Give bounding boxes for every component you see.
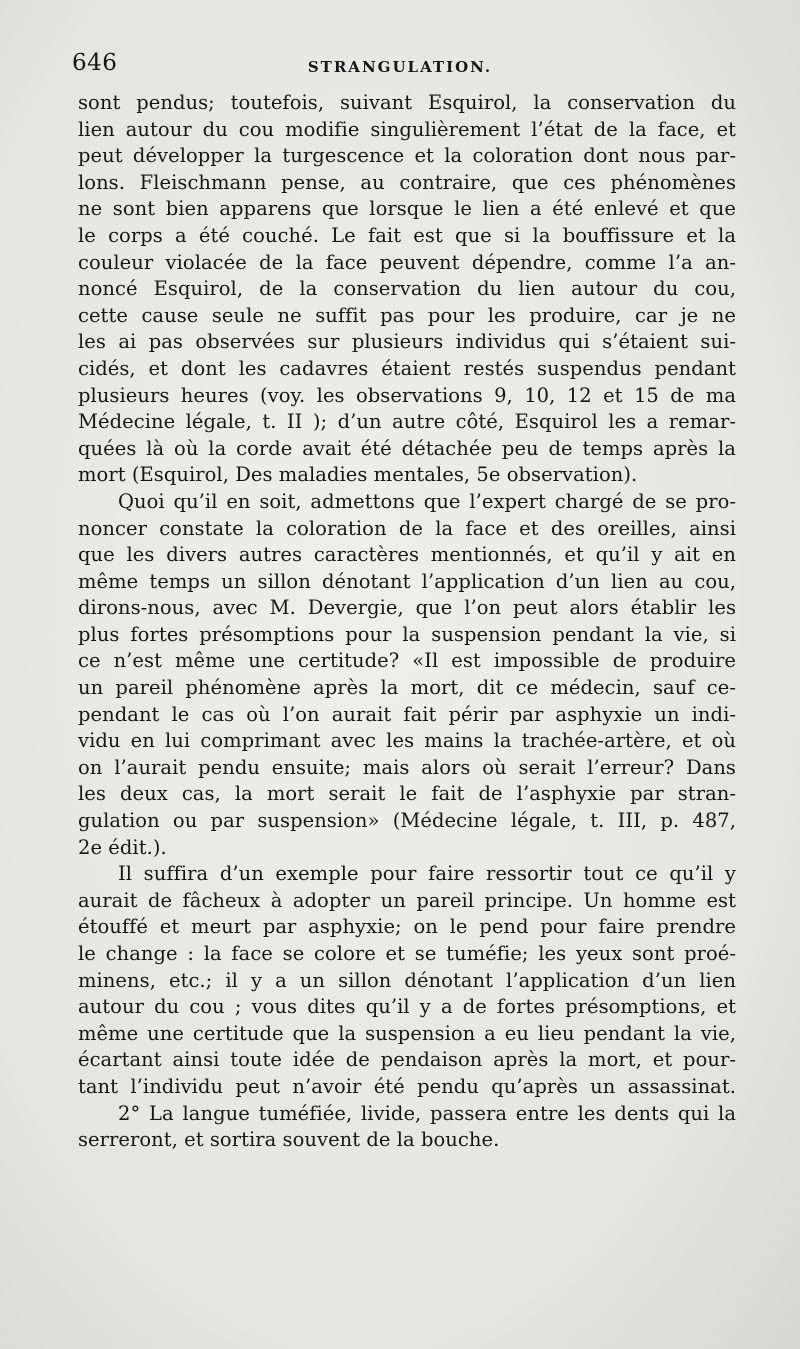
text-line: gulation ou par suspension» (Médecine légale, t. III, p. 487, — [78, 809, 736, 833]
text-line: minens, etc.; il y a un sillon dénotant l’application d’un lien — [78, 968, 736, 992]
text-line: un pareil phénomène après la mort, dit ce médecin, sauf ce- — [78, 676, 736, 700]
text-line: le corps a été couché. Le fait est que si la bouffissure et la — [78, 223, 736, 247]
text-line: serreront, et sortira souvent de la bouche. — [78, 1128, 500, 1152]
text-line: les deux cas, la mort serait le fait de l’asphyxie par stran- — [78, 782, 736, 806]
text-line: ce n’est même une certitude? «Il est impossible de produire — [78, 649, 736, 673]
text-line: 2° La langue tuméfiée, livide, passera entre les dents qui la — [118, 1101, 736, 1125]
text-line: ne sont bien apparens que lorsque le lien a été enlevé et que — [78, 197, 736, 221]
text-line: étouffé et meurt par asphyxie; on le pend pour faire prendre — [78, 915, 736, 939]
page-number: 646 — [72, 50, 118, 76]
text-line: Quoi qu’il en soit, admettons que l’expert chargé de se pro- — [118, 489, 736, 513]
running-head: STRANGULATION. — [307, 58, 493, 76]
text-line: peut développer la turgescence et la coloration dont nous par- — [78, 144, 736, 168]
text-line: autour du cou ; vous dites qu’il y a de fortes présomptions, et — [78, 995, 736, 1019]
text-line: quées là où la corde avait été détachée peu de temps après la — [78, 436, 736, 460]
text-line: couleur violacée de la face peuvent dépendre, comme l’a an- — [78, 250, 736, 274]
text-line: noncer constate la coloration de la face et des oreilles, ainsi — [78, 516, 736, 540]
text-line: lons. Fleischmann pense, au contraire, que ces phénomènes — [78, 170, 736, 194]
text-line: le change : la face se colore et se tuméfie; les yeux sont proé- — [78, 942, 736, 965]
body-text — [78, 90, 736, 1154]
text-line: même une certitude que la suspension a eu lieu pendant la vie, — [78, 1021, 736, 1045]
text-line: Il suffira d’un exemple pour faire ressortir tout ce qu’il y — [118, 862, 736, 886]
page-header — [60, 44, 740, 80]
text-line: même temps un sillon dénotant l’application d’un lien au cou, — [78, 569, 736, 593]
text-line: Médecine légale, t. II ); d’un autre côté, Esquirol les a remar- — [78, 410, 736, 434]
text-line: vidu en lui comprimant avec les mains la trachée-artère, et où — [78, 729, 736, 753]
text-line: écartant ainsi toute idée de pendaison après la mort, et pour- — [78, 1048, 736, 1072]
text-line: 2e édit.). — [78, 835, 167, 859]
text-line: mort (Esquirol, Des maladies mentales, 5e observation). — [78, 463, 638, 487]
text-line: dirons-nous, avec M. Devergie, que l’on peut alors établir les — [78, 596, 736, 620]
text-line: cidés, et dont les cadavres étaient restés suspendus pendant — [78, 356, 736, 380]
text-line: plusieurs heures (voy. les observations 9, 10, 12 et 15 de ma — [78, 383, 736, 407]
text-line: noncé Esquirol, de la conservation du lien autour du cou, — [78, 277, 736, 301]
text-line: aurait de fâcheux à adopter un pareil principe. Un homme est — [78, 888, 736, 912]
text-line: pendant le cas où l’on aurait fait périr par asphyxie un indi- — [78, 702, 736, 726]
text-line: les ai pas observées sur plusieurs individus qui s’étaient sui- — [78, 330, 736, 354]
text-line: lien autour du cou modifie singulièrement l’état de la face, et — [78, 117, 736, 141]
text-line: sont pendus; toutefois, suivant Esquirol, la conservation du — [78, 91, 736, 114]
text-line: plus fortes présomptions pour la suspension pendant la vie, si — [78, 622, 736, 646]
text-line: tant l’individu peut n’avoir été pendu qu’après un assassinat. — [78, 1074, 736, 1098]
text-line: cette cause seule ne suffit pas pour les produire, car je ne — [78, 303, 736, 327]
text-line: on l’aurait pendu ensuite; mais alors où serait l’erreur? Dans — [78, 755, 736, 779]
text-line: que les divers autres caractères mentionnés, et qu’il y ait en — [78, 543, 736, 567]
